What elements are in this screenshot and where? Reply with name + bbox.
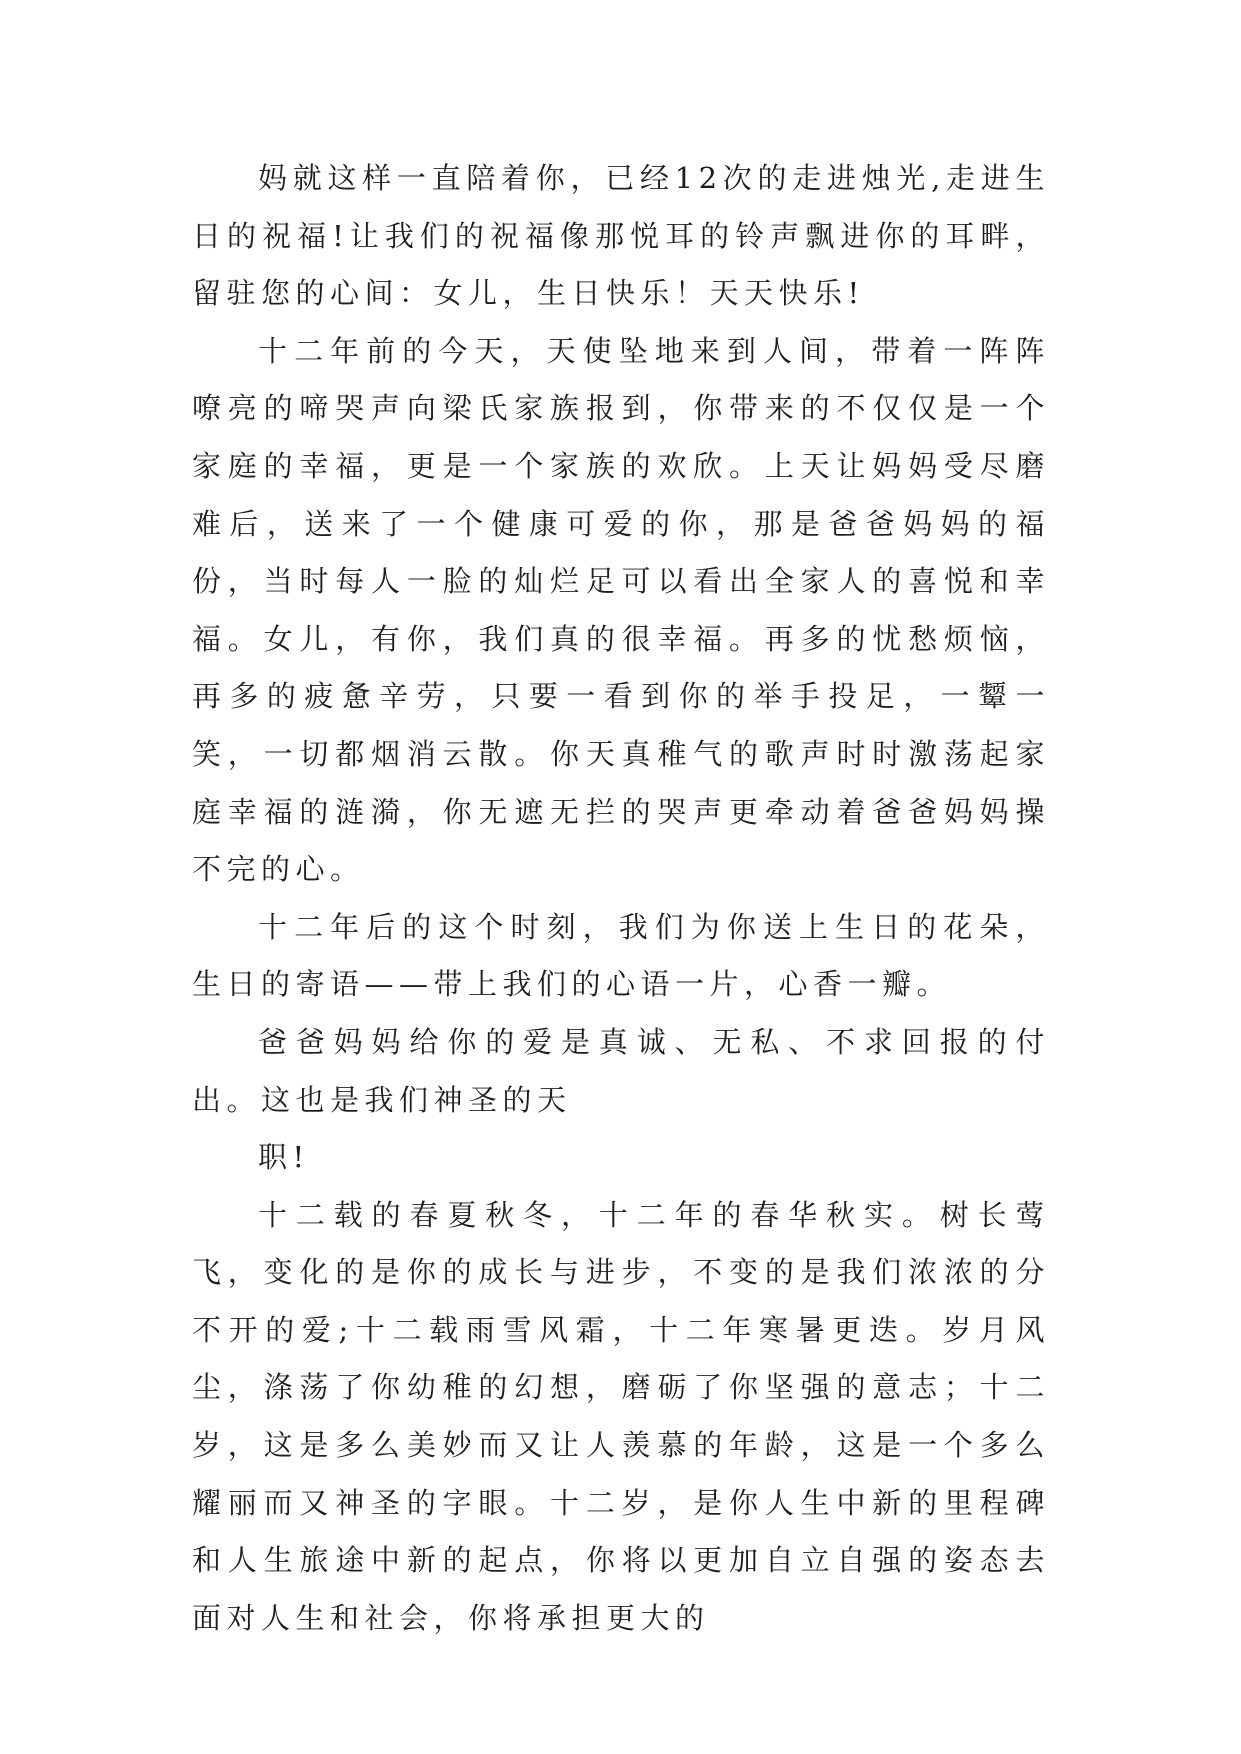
paragraph-2: 十二年前的今天，天使坠地来到人间，带着一阵阵嘹亮的啼哭声向梁氏家族报到，你带来的不仅仅是一个家庭的幸福，更是一个家族的欢欣。上天让妈妈受尽磨难后，送来了一个健康可爱的你，那是爸爸妈妈的福份，当时每人一脸的灿烂足可以看出全家人的喜悦和幸福。女儿，有你，我们真的很幸福。再多的忧愁烦恼，再多的疲惫辛劳，只要一看到你的举手投足，一颦一笑，一切都烟消云散。你天真稚气的歌声时时激荡起家庭幸福的涟漪，你无遮无拦的哭声更牵动着爸爸妈妈操不完的心。 bbox=[192, 333, 1050, 887]
paragraph-1: 妈就这样一直陪着你，已经12次的走进烛光,走进生日的祝福!让我们的祝福像那悦耳的铃声飘进你的耳畔，留驻您的心间：女儿，生日快乐！天天快乐! bbox=[192, 161, 1050, 311]
paragraph-4: 爸爸妈妈给你的爱是真诚、无私、不求回报的付出。这也是我们神圣的天 bbox=[192, 1024, 1050, 1117]
paragraph-6: 十二载的春夏秋冬，十二年的春华秋实。树长莺飞，变化的是你的成长与进步，不变的是我们浓浓的分不开的爱;十二载雨雪风霜，十二年寒暑更迭。岁月风尘，涤荡了你幼稚的幻想，磨砺了你坚强的意志；十二岁，这是多么美妙而又让人羡慕的年龄，这是一个多么耀丽而又神圣的字眼。十二岁，是你人生中新的里程碑和人生旅途中新的起点，你将以更加自立自强的姿态去面对人生和社会，你将承担更大的 bbox=[192, 1197, 1050, 1635]
paragraph-3: 十二年后的这个时刻，我们为你送上生日的花朵，生日的寄语——带上我们的心语一片，心香一瓣。 bbox=[192, 909, 1050, 1002]
document-body bbox=[192, 150, 1050, 1647]
paragraph-5: 职! bbox=[258, 1140, 310, 1175]
